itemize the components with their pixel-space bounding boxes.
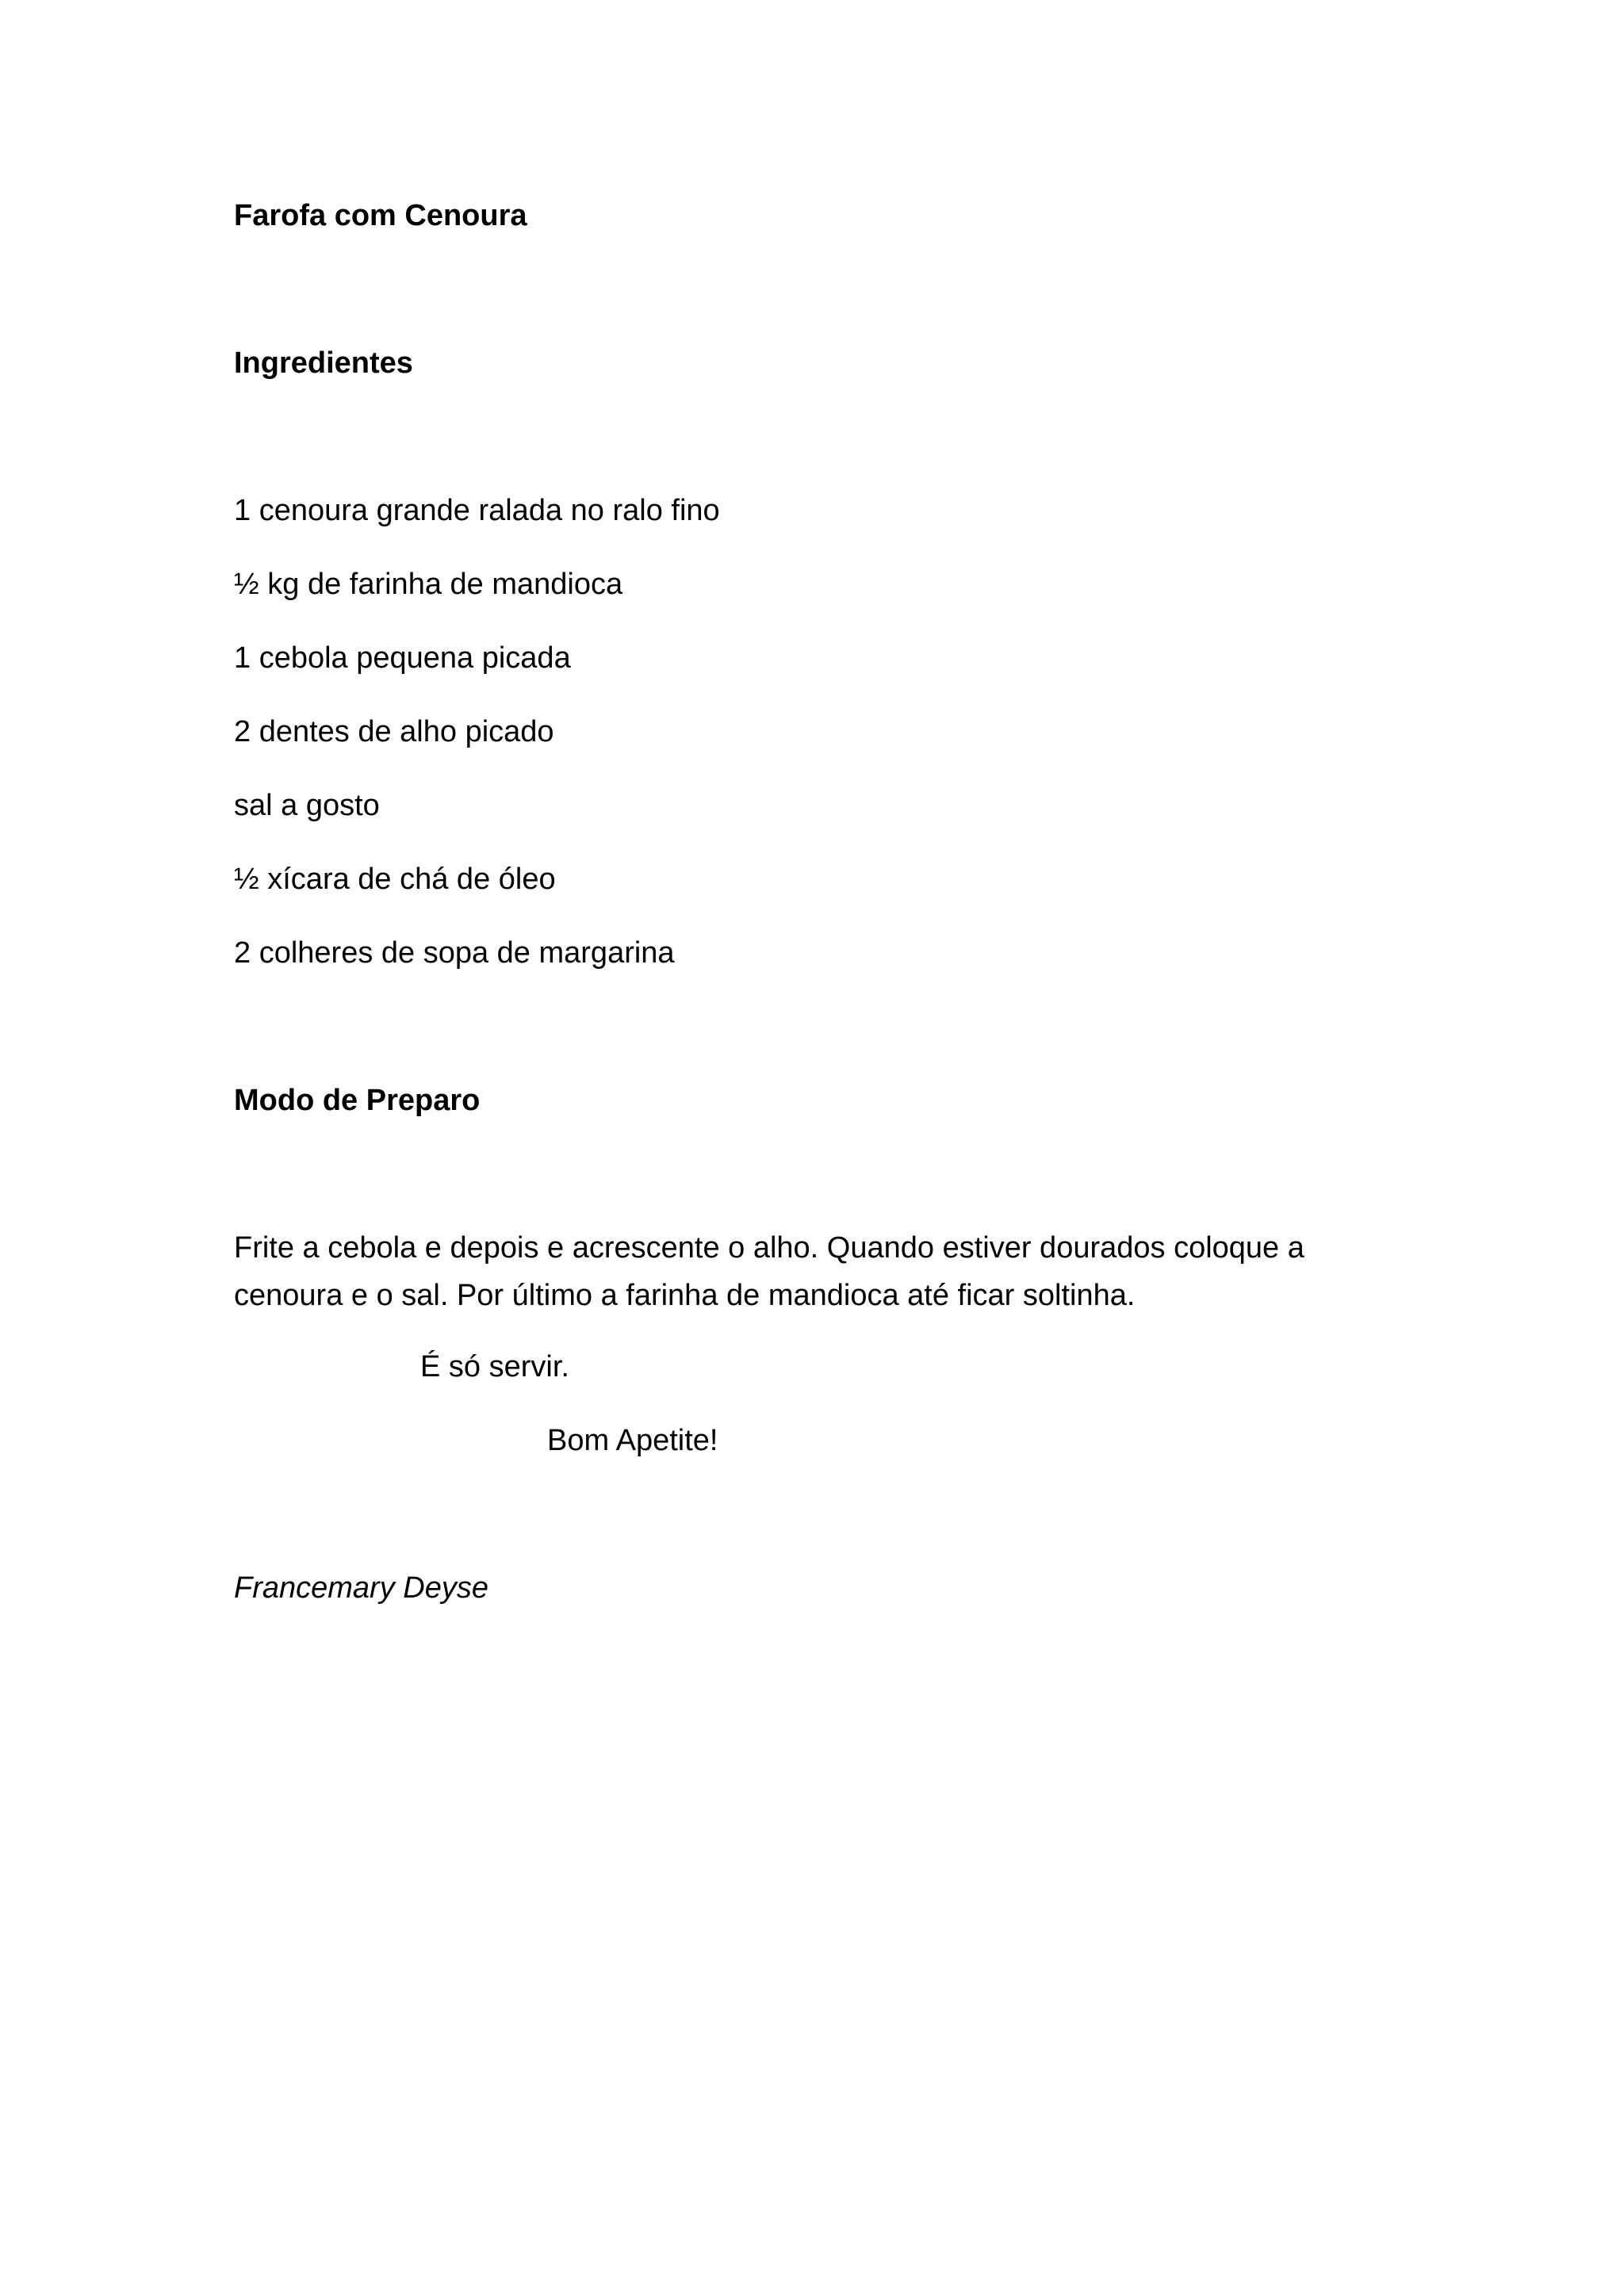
ingredient-item: ½ kg de farinha de mandioca xyxy=(234,568,623,601)
ingredients-heading: Ingredientes xyxy=(234,346,413,380)
method-line: cenoura e o sal. Por último a farinha de mandioca até ficar soltinha. xyxy=(234,1279,1136,1312)
author-signature: Francemary Deyse xyxy=(234,1571,488,1605)
method-line: Frite a cebola e depois e acrescente o alho. Quando estiver dourados coloque a xyxy=(234,1231,1304,1265)
closing-text: Bom Apetite! xyxy=(547,1424,718,1457)
ingredient-item: 1 cebola pequena picada xyxy=(234,641,571,675)
method-paragraph xyxy=(234,1224,1392,1319)
ingredient-item: 2 colheres de sopa de margarina xyxy=(234,936,675,970)
ingredient-item: ½ xícara de chá de óleo xyxy=(234,863,556,896)
recipe-title: Farofa com Cenoura xyxy=(234,199,527,232)
ingredient-item: sal a gosto xyxy=(234,789,380,822)
serve-text: É só servir. xyxy=(420,1350,569,1383)
method-heading: Modo de Preparo xyxy=(234,1084,481,1117)
ingredient-item: 1 cenoura grande ralada no ralo fino xyxy=(234,494,720,527)
ingredient-item: 2 dentes de alho picado xyxy=(234,715,554,748)
